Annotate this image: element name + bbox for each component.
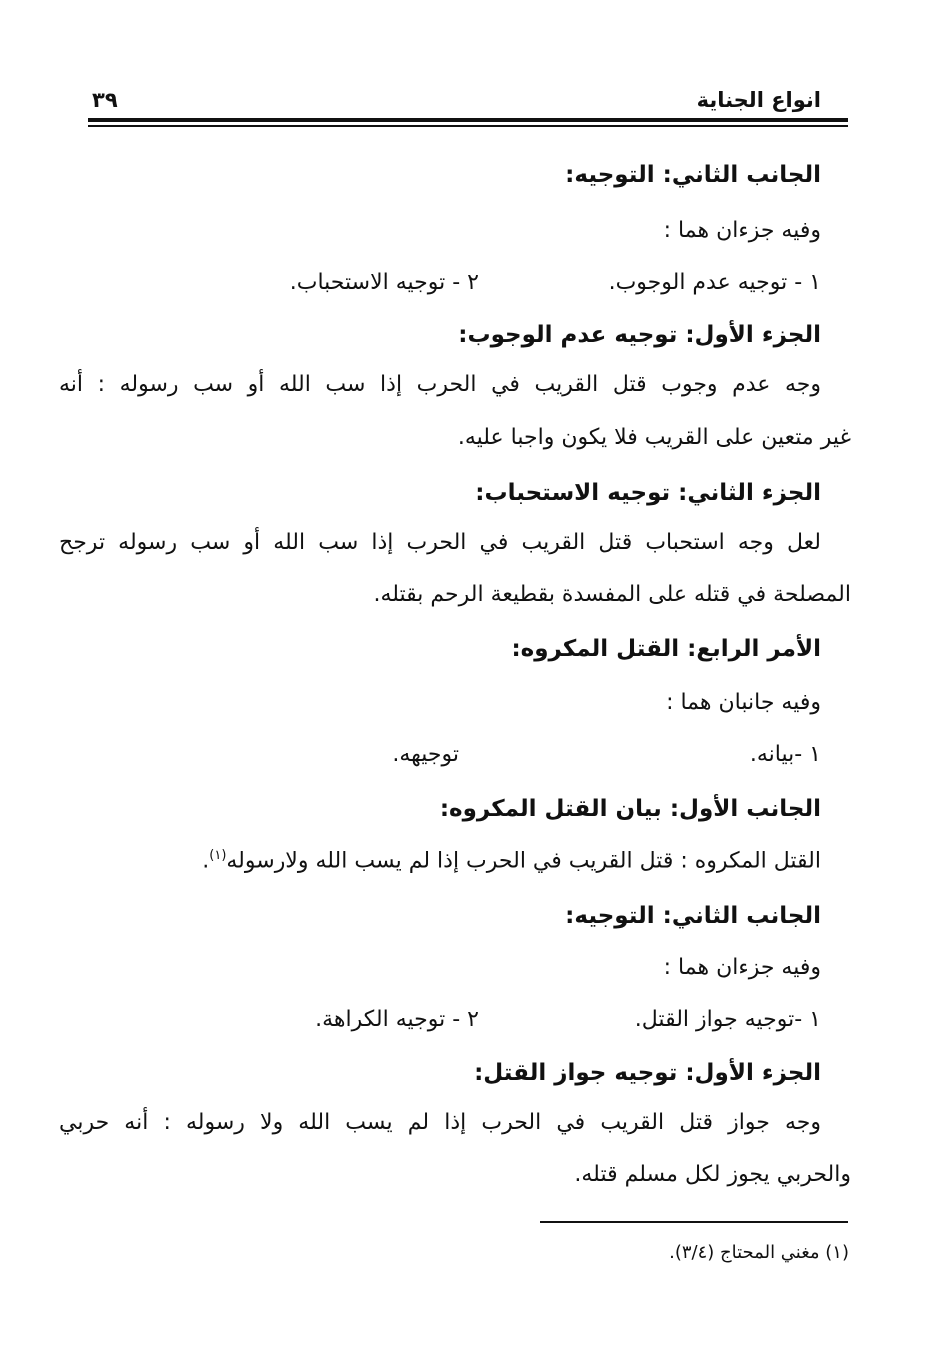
section-heading: الجانب الثاني: التوجيه: xyxy=(565,162,821,188)
body-line: وفيه جانبان هما : xyxy=(666,690,821,715)
paragraph-line: لعل وجه استحباب قتل القريب في الحرب إذا سب الله أو سب رسوله ترجح xyxy=(59,530,821,555)
body-line: وفيه جزءان هما : xyxy=(663,955,821,980)
running-header-title: انواع الجناية xyxy=(696,88,821,112)
paragraph-end: . xyxy=(202,848,210,874)
paragraph-line: وجه جواز قتل القريب في الحرب إذا لم يسب الله ولا رسوله : أنه حربي xyxy=(59,1110,821,1135)
section-heading: الأمر الرابع: القتل المكروه: xyxy=(511,636,821,662)
paragraph-line: المصلحة في قتله على المفسدة بقطيعة الرحم بقتله. xyxy=(373,582,851,607)
subsection-heading: الجزء الأول: توجيه عدم الوجوب: xyxy=(458,322,821,348)
list-item: ١ -بيانه. xyxy=(749,742,821,767)
footnote-separator xyxy=(540,1221,848,1223)
header-rule-thin xyxy=(88,125,848,127)
list-item: ٢ - توجيه الكراهة. xyxy=(315,1007,479,1032)
paragraph-line: غير متعين على القريب فلا يكون واجبا عليه. xyxy=(457,425,851,450)
footnote-reference: (١) xyxy=(209,848,227,863)
list-item: ١ - توجيه عدم الوجوب. xyxy=(608,270,821,295)
paragraph-line: وجه عدم وجوب قتل القريب في الحرب إذا سب الله أو سب رسوله : أنه xyxy=(59,372,821,397)
subsection-heading: الجزء الأول: توجيه جواز القتل: xyxy=(474,1060,821,1086)
page-number: ٣٩ xyxy=(92,88,118,112)
paragraph-text: القتل المكروه : قتل القريب في الحرب إذا لم يسب الله ولارسوله xyxy=(226,848,821,874)
section-heading: الجانب الثاني: التوجيه: xyxy=(565,903,821,929)
list-item: توجيهه. xyxy=(392,742,459,767)
body-line: وفيه جزءان هما : xyxy=(663,218,821,243)
list-item: ١ -توجيه جواز القتل. xyxy=(634,1007,821,1032)
paragraph-line xyxy=(202,848,821,873)
section-heading: الجانب الأول: بيان القتل المكروه: xyxy=(439,796,821,822)
footnote: (١) مغني المحتاج (٣/٤). xyxy=(669,1242,849,1263)
list-item: ٢ - توجيه الاستحباب. xyxy=(289,270,479,295)
paragraph-line: والحربي يجوز لكل مسلم قتله. xyxy=(574,1162,851,1187)
subsection-heading: الجزء الثاني: توجيه الاستحباب: xyxy=(475,480,821,506)
header-rule-thick xyxy=(88,118,848,122)
